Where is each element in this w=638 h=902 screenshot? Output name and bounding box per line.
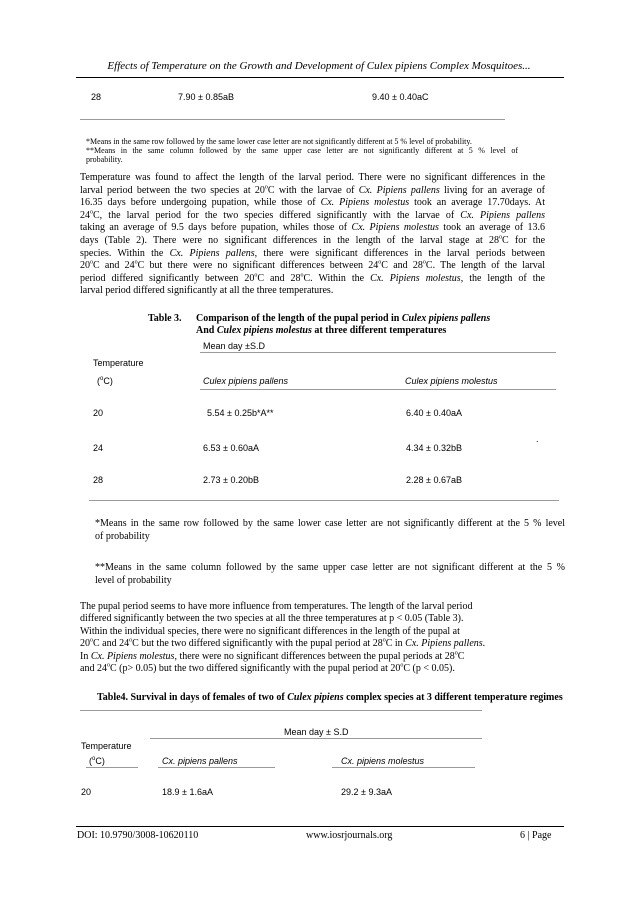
table3-row-28-molestus: 2.28 ± 0.67aB: [406, 475, 462, 485]
table2-note-column-tail: probability.: [86, 155, 123, 164]
table3-note-column: **Means in the same column followed by the same upper case letter are not significant different at the 5 % level of probability: [95, 562, 565, 586]
table3-bottom-rule: [89, 500, 559, 501]
running-header: Effects of Temperature on the Growth and Development of Culex pipiens Complex Mosquitoes...: [107, 60, 531, 72]
table3-header-rule: [200, 389, 556, 390]
paragraph-pupal-period: The pupal period seems to have more influence from temperatures. The length of the larval period differed significantly between the two species at all the three temperatures at p < 0.05 (Table 3). Within the individual species, there were no significant differences in the length of the pupal at 20$^o$C and 24$^o$C but the two differed significantly with the pupal period at 28$^o$C in Cx. Pipiens pallens. In Cx. Pipiens molestus, there were no significant differences between the pupal periods at 28$^o$C and 24$^o$C (p> 0.05) but the two differed significantly with the pupal period at 20$^o$C (p < 0.05).: [80, 601, 486, 675]
table4-row-20-pallens: 18.9 ± 1.6aA: [162, 787, 213, 797]
table3-caption: Comparison of the length of the pupal period in Culex pipiens pallens And Culex pipiens molestus at three different temperatures: [196, 313, 491, 336]
table3-col-molestus: Culex pipiens molestus: [405, 376, 498, 386]
table3-row-20-temp: 20: [93, 408, 104, 418]
table4-mean-header: Mean day ± S.D: [284, 727, 349, 737]
footer-page: 6 | Page: [520, 830, 552, 841]
table2-row-molestus: 9.40 ± 0.40aC: [372, 92, 429, 102]
table3-temp-header: Temperature: [93, 358, 144, 368]
table3-note-row: *Means in the same row followed by the same lower case letter are not significantly different at the 5 % level of probability: [95, 518, 565, 542]
table2-row-temp: 28: [91, 92, 102, 102]
table4-col-pallens-rule: [158, 767, 275, 768]
table3-unit-header: ($^o$C): [97, 376, 113, 386]
table2-bottom-rule: [80, 119, 505, 120]
stray-mark: .: [536, 434, 539, 444]
table4-col-molestus-rule: [332, 767, 475, 768]
table3-row-20-pallens: 5.54 ± 0.25b*A**: [207, 408, 274, 418]
table4-row-20-temp: 20: [81, 787, 92, 797]
table3-row-28-temp: 28: [93, 475, 104, 485]
table4-mean-rule: [150, 738, 482, 739]
footer-doi: DOI: 10.9790/3008-10620110: [77, 830, 199, 841]
table4-caption: Table4. Survival in days of females of two of Culex pipiens complex species at 3 different temperature regimes: [97, 692, 563, 703]
table2-row-pallens: 7.90 ± 0.85aB: [178, 92, 234, 102]
header-rule: [76, 77, 564, 78]
table3-row-24-temp: 24: [93, 443, 104, 453]
table2-note-column: **Means in the same column followed by the same upper case letter are not significantly different at 5 % level of: [86, 146, 518, 155]
paragraph-larval-period: Temperature was found to affect the length of the larval period. There were no significant differences in the larval period between the two species at 20$^o$C with the larvae of Cx. Pipiens pallens living for an average of 16.35 days before undergoing pupation, while those of Cx. Pipiens molestus took an average 17.70days. At 24$^o$C, the larval period for the two species differed significantly with the larvae of Cx. Pipiens pallens taking an average of 9.5 days before pupation, whiles those of Cx. Pipiens molestus took an average of 13.6 days (Table 2). There were no significant differences in the length of the larval stage at 28$^o$C for the species. Within the Cx. Pipiens pallens, there were significant differences in the larval periods between 20$^o$C and 24$^o$C but there were no significant differences between 24$^o$C and 28$^o$C. The length of the larval period differed significantly between 20$^o$C and 28$^o$C. Within the Cx. Pipiens molestus, the length of the larval period differed significantly at all the three temperatures.: [80, 172, 546, 297]
table3-col-pallens: Culex pipiens pallens: [203, 376, 289, 386]
table4-top-rule: [80, 710, 482, 711]
table4-unit-rule: [86, 767, 138, 768]
footer-rule: [76, 826, 564, 827]
footer-site[interactable]: www.iosrjournals.org: [306, 830, 393, 841]
table3-mean-header: Mean day ±S.D: [203, 341, 265, 351]
table3-mean-rule: [200, 352, 556, 353]
table4-col-pallens: Cx. pipiens pallens: [162, 756, 238, 766]
table2-note-row: *Means in the same row followed by the same lower case letter are not significantly different at 5 % level of probability.: [86, 137, 472, 146]
table4-temp-header: Temperature: [81, 741, 132, 751]
table2-notes: [86, 137, 518, 164]
table4-row-20-molestus: 29.2 ± 9.3aA: [341, 787, 392, 797]
table3-row-24-pallens: 6.53 ± 0.60aA: [203, 443, 259, 453]
table3-row-20-molestus: 6.40 ± 0.40aA: [406, 408, 462, 418]
table3-row-24-molestus: 4.34 ± 0.32bB: [406, 443, 462, 453]
table4-unit-header: ($^o$C): [89, 756, 105, 766]
table3-caption-label: Table 3.: [148, 313, 182, 324]
table4-col-molestus: Cx. pipiens molestus: [341, 756, 425, 766]
table3-row-28-pallens: 2.73 ± 0.20bB: [203, 475, 259, 485]
